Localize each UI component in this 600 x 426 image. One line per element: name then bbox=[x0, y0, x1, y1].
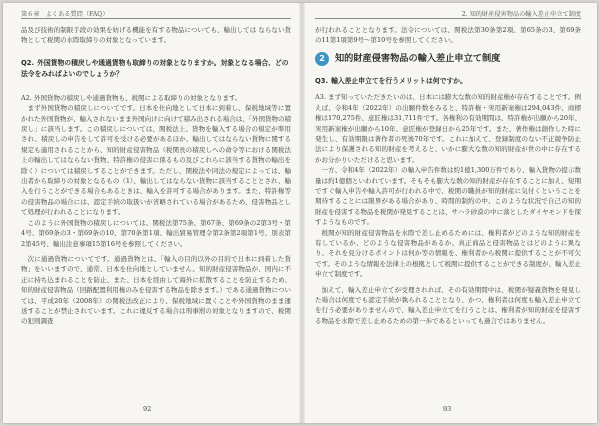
answer-a2-paragraph: 次に通過貨物についてです。通過貨物とは、「輸入の目的以外の目的で日本に到着した貨物」をいいますので、通常、日本を仕向地としていません。知的財産侵害物品が、国内に不正に持ち込まれることを防止、また、日本を経由して海外に拡散することを防止するため、知的財産侵害物品（回路配置利用権のみを侵害する物品を除きます。）である通過貨物については、平成20年（2008年）の関税法改正により、保税地域に置くことや外国貨物のまま運送することが禁止されています。これに違反する場合は刑事罰の対象となりますので、税関の犯則調査 bbox=[21, 254, 291, 326]
section-heading bbox=[315, 52, 581, 66]
question-q3-number: Q3. bbox=[315, 76, 329, 85]
answer-a2-paragraph: このように外国貨物の積戻しについては、関税法第75条、第67条、第69条の2第3号・第4号、第69条の3・第69条の10、第70条第1項、輸出貿易管理令第2条第2項第1号、別表第2第45号、輸出注意事項15第16号を参照してください。 bbox=[21, 218, 291, 248]
section-number-badge: 2 bbox=[315, 52, 329, 66]
left-page bbox=[3, 3, 299, 423]
right-intro-paragraph: が行われることとなります。法令については、関税法第30条第2項、第65条の3、第69条の11第1項第9号〜第10号を参照してください。 bbox=[315, 26, 581, 45]
right-page-number: 93 bbox=[443, 405, 452, 413]
question-q2 bbox=[21, 58, 291, 81]
section-title: 知的財産侵害物品の輸入差止申立て制度 bbox=[335, 52, 501, 64]
answer-a3-paragraph: 税関が知的財産侵害物品を水際で差し止めるためには、権利者がどのような知的財産を有しているか、どのような侵害物品があるか、真正商品と侵害物品とはどのように異なり、それを見分けるポイントは何か等の情報を、権利者から税関に提供することが不可欠です。そのような情報を法律上の根拠として税関に提供することができる制度が、輸入差止申立て制度です。 bbox=[315, 228, 581, 279]
answer-a3-paragraph: 加えて、輸入差止申立てが受理されれば、その有効期間中は、税関が疑義貨物を発見した場合は何度でも認定手続が執られることとなり、かつ、権利者は何度も輸入差止申立てを行う必要がありませんので、輸入差止申立てを行うことは、権利者が知的財産を侵害する物品を水際で差し止めるための第一歩であるといっても過言ではありません。 bbox=[315, 285, 581, 325]
answer-a3-paragraph: 一方、令和4年（2022年）の輸入申告件数は約1億1,300万件であり、輸入貨物の提示数量は約1億個といわれています。そもそも膨大な数の知的財産が存在することに加え、短期ですぐ輸入申告や輸入許可が行われる中で、税関の職員が知的財産に気付くということを期待することには限界がある場合があり、時間的制約の中、このような状況で自己の知的財産を侵害する物品を税関が発見することは、サハラ砂漠の中に落としたダイヤモンドを探すようなものです。 bbox=[315, 166, 581, 227]
left-intro-paragraph: 品及び技術的制限手段の効果を妨げる機能を有する物品についても、輸出しては ならない貨物として税関の水際取締りの対象となっています。 bbox=[21, 26, 291, 45]
left-header-rule bbox=[21, 18, 291, 19]
right-page-body bbox=[315, 25, 581, 326]
answer-a2-paragraph: まず外国貨物の積戻しについてです。日本を仕向地として日本に到着し、保税地域等に置かれた外国貨物が、輸入されないまま外国向けに向けて積み出される場合は、「外国貨物の積戻し」に該当します。この積戻しについては、関税法上、貨物を輸入する場合の規定が準用され、積戻しの申告をして許可を受ける必要があるほか、輸出してはならない貨物に関する規定も適用されることから、知的財産侵害物品（税関長の積戻しへの命令等における関税法上の輸出してはならない貨物、特許権の侵害に係るもの及びこれらに該当する貨物の輸出を除く）については積戻しすることができます。ただし、関税法や同法の規定によっては、輸出者から取締りの対象となるもの（1）、輸出してはならない貨物に該当することとされ、輸入を行うことができる場合もあるときは、輸入を許可する場合があります。また、特許権等の侵害物品の場合には、認定手続の取扱いが省略されている場合があるため、侵害物品として処理が行われることになります。 bbox=[21, 104, 291, 217]
left-page-number: 92 bbox=[143, 405, 152, 413]
left-page-body bbox=[21, 25, 291, 327]
right-page bbox=[305, 3, 597, 423]
right-header-rule bbox=[315, 18, 581, 19]
question-q3-text: 輸入差止申立てを行うメリットは何ですか。 bbox=[331, 76, 467, 85]
answer-a3-paragraph: A3. まず知っていただきたいのは、日本には膨大な数の知的財産権が存在することです。例えば、令和4年（2022年）の出願件数をみると、特許権・実用新案権は294,043件、商標権は170,275件、意匠権は31,711件です。各権利の有効期間は、特許権が出願から20年、実用新案権が出願から10年、意匠権が登録日から25年です。また、著作権は創作した時に発生し、有効期限は著作者の死後70年です。これに加えて、登録制度のない不正競争防止法により保護される知的財産を考えると、いかに膨大な数の知的財産が世の中に存在するかお分かりいただけると思います。 bbox=[315, 93, 581, 164]
question-q3 bbox=[315, 76, 581, 88]
left-running-head: 第６章 よくある質問（FAQ） bbox=[21, 11, 109, 18]
question-q2-number: Q2. bbox=[21, 58, 35, 67]
right-running-head: 2. 知的財産侵害物品の輸入差止申立て制度 bbox=[461, 11, 581, 18]
question-q2-text: 外国貨物の積戻しや通過貨物も取締りの対象となりますか。対象となる場合、どの法令をみればよいのでしょうか？ bbox=[21, 58, 289, 79]
book-spread bbox=[3, 3, 597, 423]
answer-a2-paragraph: A2. 外国貨物の積戻しや通過貨物も、税関による取締りの対象となります。 bbox=[21, 93, 242, 102]
